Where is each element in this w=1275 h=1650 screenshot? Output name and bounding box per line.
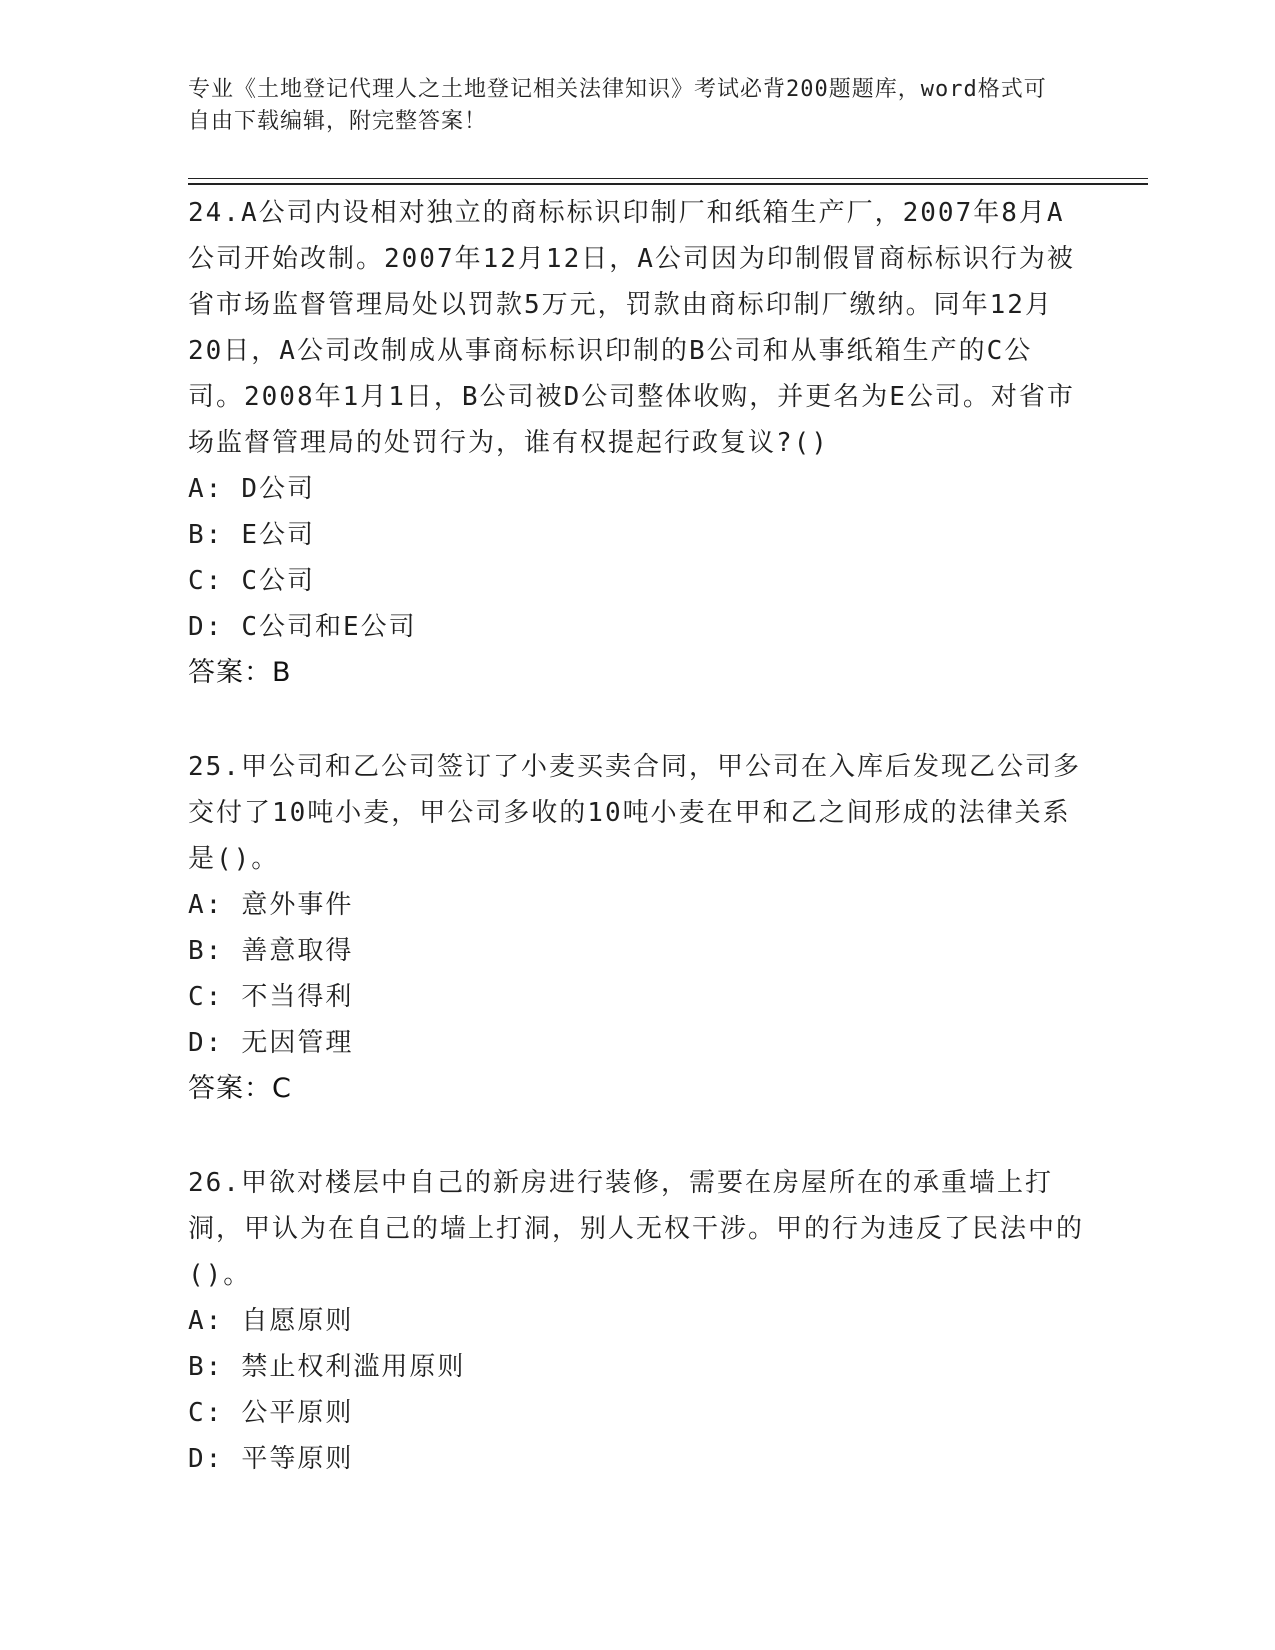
- option-text: E公司: [241, 520, 315, 550]
- option-key: B:: [188, 1352, 224, 1382]
- option-d: [188, 1436, 1088, 1482]
- header-divider-thick: [188, 183, 1148, 185]
- option-key: A:: [188, 474, 224, 504]
- option-key: B:: [188, 936, 224, 966]
- document-header: 专业《土地登记代理人之土地登记相关法律知识》考试必背200题题库，word格式可自由下载编辑，附完整答案！: [188, 77, 1047, 134]
- option-c: [188, 1390, 1088, 1436]
- question-stem: 25.甲公司和乙公司签订了小麦买卖合同，甲公司在入库后发现乙公司多交付了10吨小麦，甲公司多收的10吨小麦在甲和乙之间形成的法律关系是()。: [188, 752, 1081, 874]
- question-list: [188, 190, 1088, 1530]
- option-d: [188, 604, 1088, 650]
- question-25: [188, 744, 1088, 1112]
- option-text: 意外事件: [241, 890, 354, 920]
- header-divider-thin: [188, 178, 1148, 179]
- option-text: 自愿原则: [241, 1306, 354, 1336]
- option-text: C公司: [241, 566, 315, 596]
- option-b: [188, 928, 1088, 974]
- option-text: D公司: [241, 474, 315, 504]
- option-text: 善意取得: [241, 936, 354, 966]
- option-text: C公司和E公司: [241, 612, 417, 642]
- option-key: A:: [188, 890, 224, 920]
- option-text: 公平原则: [241, 1398, 354, 1428]
- question-stem: 26.甲欲对楼层中自己的新房进行装修，需要在房屋所在的承重墙上打洞，甲认为在自己的墙上打洞，别人无权干涉。甲的行为违反了民法中的()。: [188, 1168, 1085, 1290]
- question-24: [188, 190, 1088, 696]
- option-a: [188, 882, 1088, 928]
- option-text: 无因管理: [241, 1028, 354, 1058]
- option-a: [188, 1298, 1088, 1344]
- option-a: [188, 466, 1088, 512]
- question-stem: 24.A公司内设相对独立的商标标识印制厂和纸箱生产厂，2007年8月A公司开始改制。2007年12月12日，A公司因为印制假冒商标标识行为被省市场监督管理局处以罚款5万元，罚款由商标印制厂缴纳。同年12月20日，A公司改制成从事商标标识印制的B公司和从事纸箱生产的C公司。2008年1月1日，B公司被D公司整体收购，并更名为E公司。对省市场监督管理局的处罚行为，谁有权提起行政复议?(): [188, 198, 1075, 458]
- option-key: D:: [188, 1444, 224, 1474]
- option-text: 禁止权利滥用原则: [241, 1352, 466, 1382]
- option-c: [188, 558, 1088, 604]
- question-26: [188, 1160, 1088, 1482]
- option-key: C:: [188, 1398, 224, 1428]
- option-text: 平等原则: [241, 1444, 354, 1474]
- answer-line: 答案：C: [188, 1073, 292, 1104]
- option-key: C:: [188, 566, 224, 596]
- option-b: [188, 1344, 1088, 1390]
- option-key: A:: [188, 1306, 224, 1336]
- option-key: B:: [188, 520, 224, 550]
- option-b: [188, 512, 1088, 558]
- answer-line: 答案：B: [188, 657, 292, 688]
- option-c: [188, 974, 1088, 1020]
- option-text: 不当得利: [241, 982, 354, 1012]
- option-key: D:: [188, 612, 224, 642]
- option-key: C:: [188, 982, 224, 1012]
- option-d: [188, 1020, 1088, 1066]
- option-key: D:: [188, 1028, 224, 1058]
